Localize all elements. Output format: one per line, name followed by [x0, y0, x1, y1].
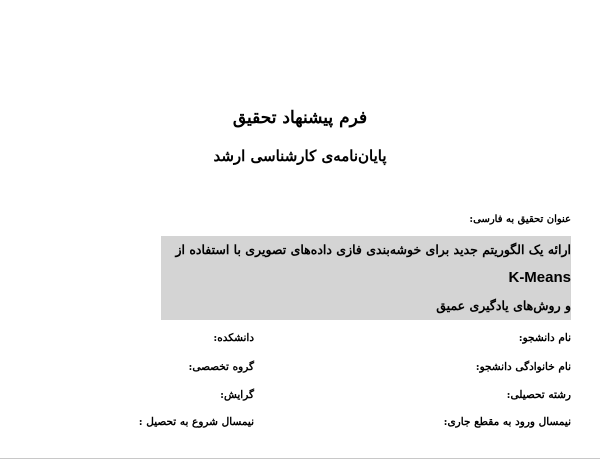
topic-line-1-text: ارائه یک الگوریتم جدید برای خوشه‌بندی فازی داده‌های تصویری با استفاده از — [175, 242, 571, 257]
topic-label: عنوان تحقیق به فارسی: — [469, 214, 571, 225]
page-bottom-divider — [0, 458, 600, 459]
topic-highlight-box — [161, 236, 571, 320]
topic-line-2: و روش‌های یادگیری عمیق — [436, 298, 571, 313]
orientation-label: گرایش: — [220, 389, 254, 401]
start-term-label: نیمسال شروع به تحصیل : — [138, 416, 254, 428]
entry-term-label: نیمسال ورود به مقطع جاری: — [443, 416, 571, 428]
form-subtitle: پایان‌نامه‌ی کارشناسی ارشد — [213, 147, 387, 165]
topic-line-1 — [161, 236, 571, 292]
student-name-label: نام دانشجو: — [518, 332, 571, 344]
major-label: رشته تحصیلی: — [506, 389, 571, 401]
topic-latin-term: K-Means — [508, 269, 571, 286]
group-label: گروه تخصصی: — [188, 361, 254, 373]
faculty-label: دانشکده: — [213, 332, 254, 344]
student-family-label: نام خانوادگی دانشجو: — [475, 361, 571, 373]
form-title: فرم پیشنهاد تحقیق — [232, 108, 368, 128]
